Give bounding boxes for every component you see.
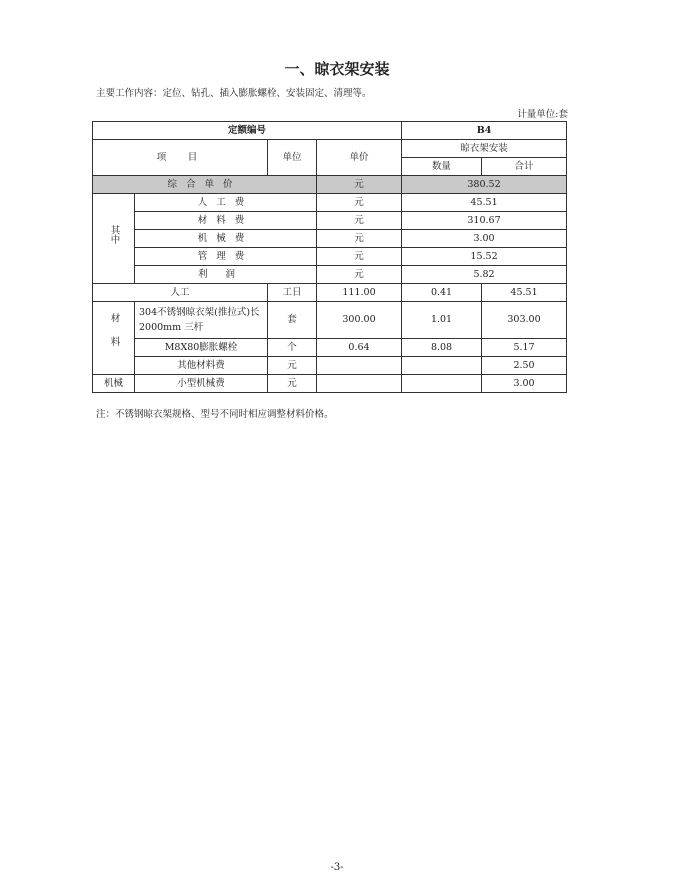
table-row: [93, 339, 567, 357]
material-name-2: 其他材料费: [135, 357, 268, 375]
among-value-0: 45.51: [402, 194, 567, 212]
among-label-text: 其中: [108, 224, 120, 244]
table-row: [93, 212, 567, 230]
table-row: [93, 302, 567, 339]
quota-code: B4: [402, 122, 567, 140]
among-unit-0: 元: [317, 194, 402, 212]
unit-header: 单位: [268, 140, 317, 176]
table-row: [93, 357, 567, 375]
material-name-1: M8X80膨胀螺栓: [135, 339, 268, 357]
composite-value: 380.52: [402, 176, 567, 194]
machine-label: 机械: [93, 375, 135, 393]
composite-label: 综合单价: [93, 176, 317, 194]
among-value-2: 3.00: [402, 230, 567, 248]
table-row: [93, 176, 567, 194]
machine-name: 小型机械费: [135, 375, 268, 393]
among-label-3: 管理费: [135, 248, 317, 266]
footnote: 注：不锈钢晾衣架规格、型号不同时相应调整材料价格。: [96, 409, 334, 420]
among-label-2: 机械费: [135, 230, 317, 248]
table-row: [93, 248, 567, 266]
machine-total: 3.00: [482, 375, 567, 393]
item-header: 项 目: [93, 140, 268, 176]
among-label-4: 利润: [135, 266, 317, 284]
project-name: 晾衣架安装: [402, 140, 567, 158]
labor-qty: 0.41: [402, 284, 482, 302]
material-price-0: 300.00: [317, 302, 402, 339]
among-label: [93, 194, 135, 284]
material-total-2: 2.50: [482, 357, 567, 375]
among-value-1: 310.67: [402, 212, 567, 230]
labor-label: 人工: [93, 284, 268, 302]
material-qty-2: [402, 357, 482, 375]
table-row: [93, 194, 567, 212]
material-unit-2: 元: [268, 357, 317, 375]
material-qty-0: 1.01: [402, 302, 482, 339]
table-row: [93, 230, 567, 248]
among-label-1: 材料费: [135, 212, 317, 230]
machine-price: [317, 375, 402, 393]
among-label-0: 人工费: [135, 194, 317, 212]
quota-table: [92, 121, 567, 393]
among-value-3: 15.52: [402, 248, 567, 266]
material-unit-1: 个: [268, 339, 317, 357]
material-label: 材料: [108, 312, 120, 360]
total-header: 合计: [482, 158, 567, 176]
among-unit-2: 元: [317, 230, 402, 248]
material-name-0: 304不锈钢晾衣架(推拉式)长2000mm 三杆: [135, 302, 268, 339]
page-number: -3-: [330, 862, 344, 873]
table-row: [93, 122, 567, 140]
among-unit-4: 元: [317, 266, 402, 284]
material-price-2: [317, 357, 402, 375]
labor-price: 111.00: [317, 284, 402, 302]
material-price-1: 0.64: [317, 339, 402, 357]
table-row: [93, 284, 567, 302]
labor-total: 45.51: [482, 284, 567, 302]
material-qty-1: 8.08: [402, 339, 482, 357]
section-title: 一、晾衣架安装: [284, 60, 390, 78]
machine-qty: [402, 375, 482, 393]
table-row: [93, 375, 567, 393]
among-value-4: 5.82: [402, 266, 567, 284]
table-row: [93, 266, 567, 284]
labor-unit: 工日: [268, 284, 317, 302]
table-row: [93, 140, 567, 158]
among-unit-1: 元: [317, 212, 402, 230]
machine-unit: 元: [268, 375, 317, 393]
material-total-0: 303.00: [482, 302, 567, 339]
measure-unit: 计量单位:套: [517, 109, 568, 120]
price-header: 单价: [317, 140, 402, 176]
material-label-cell: [93, 302, 135, 375]
material-unit-0: 套: [268, 302, 317, 339]
material-total-1: 5.17: [482, 339, 567, 357]
among-unit-3: 元: [317, 248, 402, 266]
work-content: 主要工作内容：定位、钻孔、插入膨胀螺栓、安装固定、清理等。: [96, 88, 372, 99]
quota-code-label: 定额编号: [93, 122, 402, 140]
qty-header: 数量: [402, 158, 482, 176]
composite-unit: 元: [317, 176, 402, 194]
